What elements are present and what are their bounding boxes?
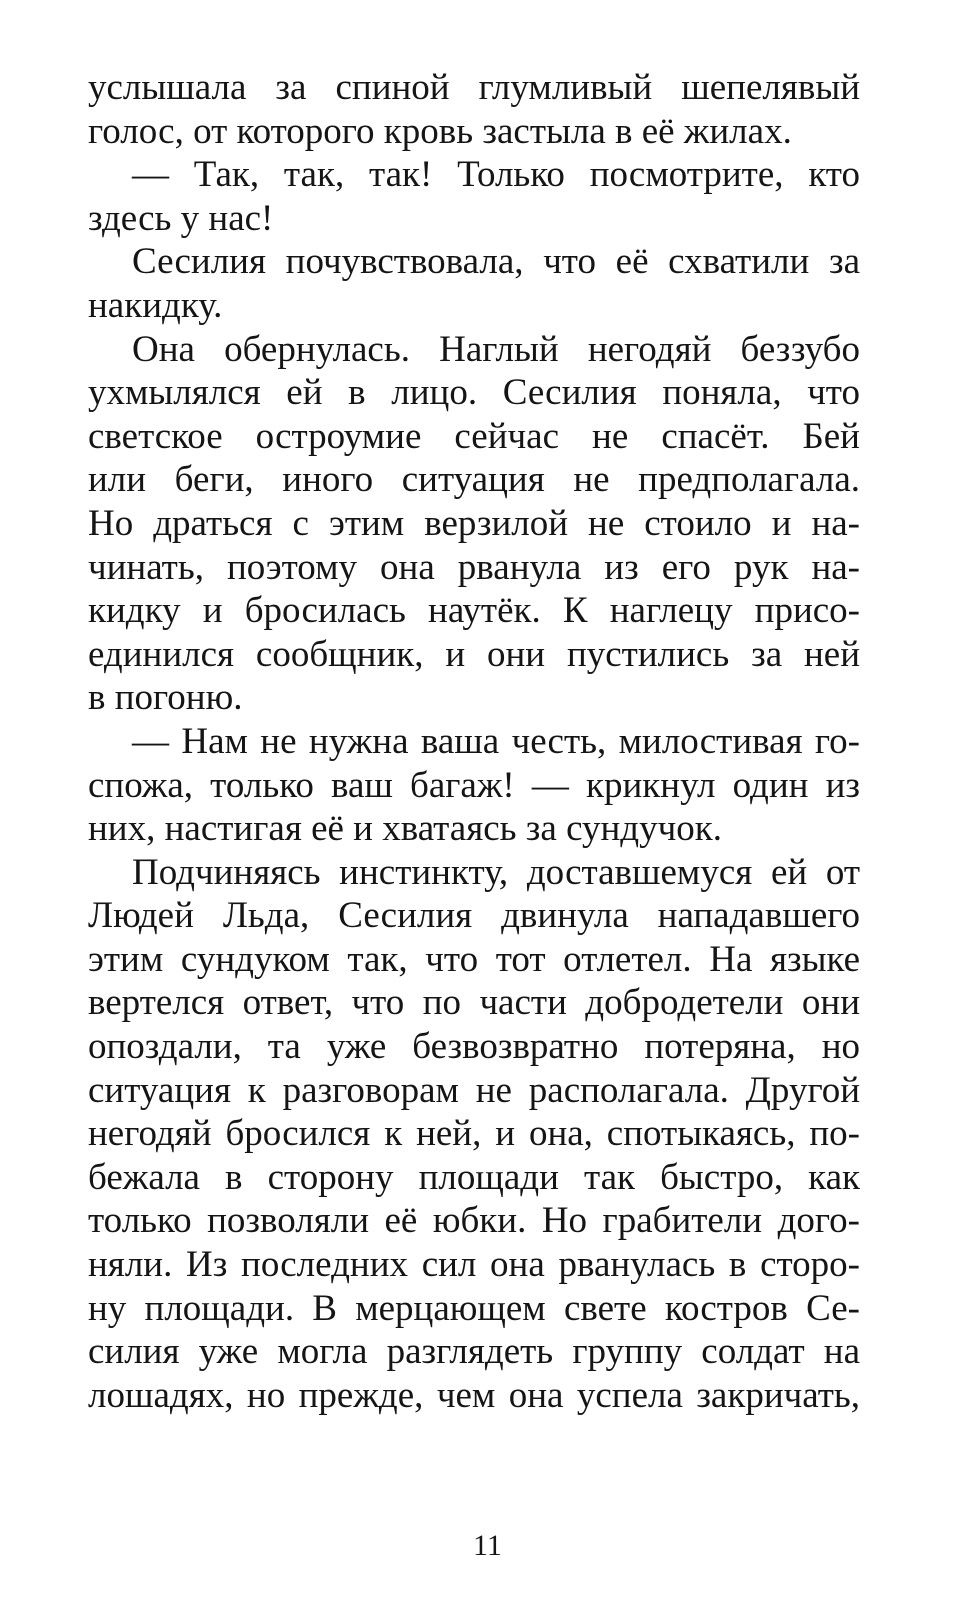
text-line: Но драться с этим верзилой не стоило и на- [88, 502, 860, 544]
text-line: только позволяли её юбки. Но грабители дого- [88, 1200, 860, 1242]
text-line: единился сообщник, и они пустились за ней [88, 633, 860, 675]
text-line: силия уже могла разглядеть группу солдат на [88, 1331, 860, 1373]
text-line: ситуация к разговорам не располагала. Другой [88, 1069, 860, 1111]
text-line: Людей Льда, Сесилия двинула нападавшего [88, 895, 860, 937]
text-line: светское остроумие сейчас не спасёт. Бей [88, 415, 860, 457]
text-line: Она обернулась. Наглый негодяй беззубо [132, 328, 860, 370]
text-line: ухмылялся ей в лицо. Сесилия поняла, что [88, 372, 860, 414]
text-line: — Так, так, так! Только посмотрите, кто [132, 154, 860, 196]
text-line: этим сундуком так, что тот отлетел. На языке [88, 938, 860, 980]
text-line: здесь у нас! [88, 197, 274, 239]
text-line: чинать, поэтому она рванула из его рук на- [88, 546, 860, 588]
text-line: ну площади. В мерцающем свете костров Се- [88, 1287, 860, 1329]
text-line: Сесилия почувствовала, что её схватили за [132, 241, 860, 283]
text-line: лошадях, но прежде, чем она успела закричать, [88, 1374, 860, 1416]
text-line: — Нам не нужна ваша честь, милостивая го- [132, 720, 860, 762]
text-line: няли. Из последних сил она рванулась в сторо- [88, 1244, 860, 1286]
text-line: в погоню. [88, 677, 243, 719]
book-page-text [88, 66, 860, 1417]
text-line: голос, от которого кровь застыла в её жилах. [88, 110, 792, 152]
text-line: негодяй бросился к ней, и она, спотыкаясь, по- [88, 1113, 860, 1155]
text-line: опоздали, та уже безвозвратно потеряна, но [88, 1026, 860, 1068]
page-number: 11 [473, 1529, 502, 1562]
text-line: или беги, иного ситуация не предполагала. [88, 459, 860, 501]
text-line: услышала за спиной глумливый шепелявый [88, 67, 860, 108]
text-line: бежала в сторону площади так быстро, как [88, 1156, 860, 1198]
text-line: спожа, только ваш багаж! — крикнул один из [88, 764, 860, 806]
text-line: них, настигая её и хватаясь за сундучок. [88, 808, 722, 850]
text-line: Подчиняясь инстинкту, доставшемуся ей от [132, 851, 860, 893]
text-line: кидку и бросилась наутёк. К наглецу присо- [88, 590, 860, 632]
text-line: вертелся ответ, что по части добродетели они [88, 982, 860, 1024]
text-line: накидку. [88, 284, 223, 326]
